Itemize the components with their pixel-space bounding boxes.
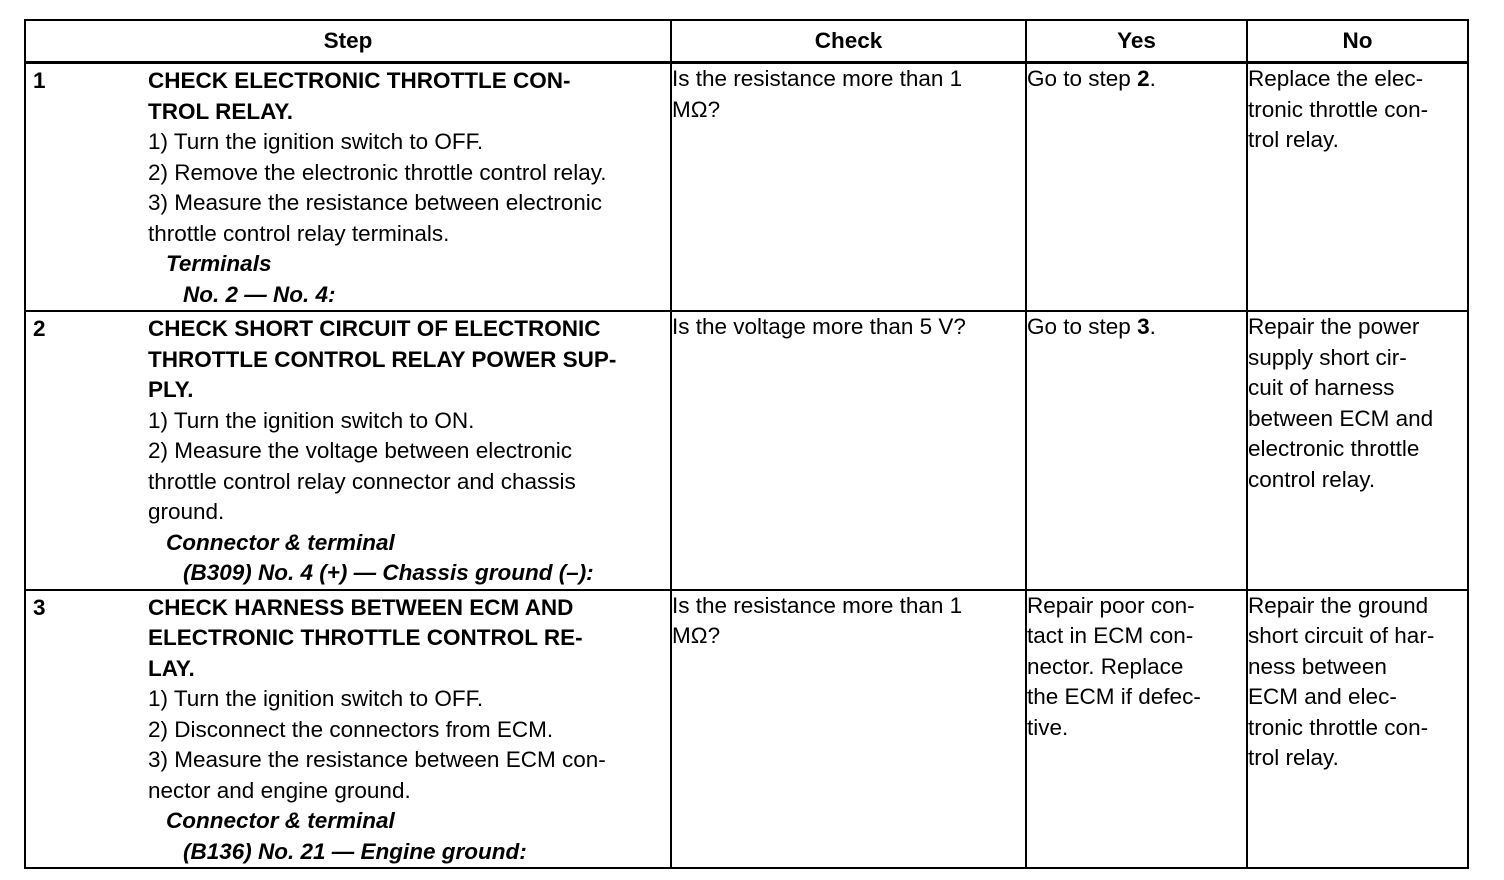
step-title-line: PLY. xyxy=(148,377,194,402)
step-title-line: TROL RELAY. xyxy=(148,98,294,124)
instruction-line: 3) Measure the resistance between electronic xyxy=(148,190,602,215)
table-row xyxy=(25,311,1468,590)
yes-text-suffix: . xyxy=(1149,66,1156,91)
instruction-line: 2) Remove the electronic throttle control relay. xyxy=(148,159,607,185)
check-line: Is the resistance more than 1 xyxy=(672,66,963,91)
step-cell xyxy=(25,311,671,590)
yes-text: Go to step xyxy=(1027,314,1138,339)
no-line: cuit of harness xyxy=(1248,375,1395,400)
no-line: tronic throttle con- xyxy=(1248,714,1429,740)
step-number: 2 xyxy=(33,316,46,341)
yes-line: tact in ECM con- xyxy=(1027,623,1194,648)
header-row xyxy=(25,20,1468,63)
step-title-line: CHECK HARNESS BETWEEN ECM AND xyxy=(148,594,574,620)
no-line: Repair the ground xyxy=(1248,592,1429,618)
yes-line: the ECM if defec- xyxy=(1027,684,1201,709)
step-cell xyxy=(25,63,671,312)
step-title-line: THROTTLE CONTROL RELAY POWER SUP- xyxy=(148,346,617,372)
check-cell xyxy=(671,311,1026,590)
table-row xyxy=(25,63,1468,312)
yes-text: Go to step xyxy=(1027,66,1138,91)
yes-cell xyxy=(1026,311,1247,590)
instruction-line: nector and engine ground. xyxy=(148,777,411,803)
check-line: Is the voltage more than 5 V? xyxy=(672,314,966,339)
spec-value: (B136) No. 21 — Engine ground: xyxy=(183,838,527,864)
no-cell xyxy=(1247,590,1468,869)
no-line: Repair the power xyxy=(1248,314,1420,339)
no-line: electronic throttle xyxy=(1248,436,1420,461)
instruction-line: ground. xyxy=(148,499,225,524)
yes-step-ref: 3 xyxy=(1137,314,1150,339)
no-line: control relay. xyxy=(1248,466,1376,492)
check-line: MΩ? xyxy=(672,96,721,122)
step-cell xyxy=(25,590,671,869)
instruction-line: 1) Turn the ignition switch to OFF. xyxy=(148,129,484,154)
step-title-line: ELECTRONIC THROTTLE CONTROL RE- xyxy=(148,625,583,650)
table-row xyxy=(25,590,1468,869)
instruction-line: 3) Measure the resistance between ECM con- xyxy=(148,747,606,772)
no-cell xyxy=(1247,63,1468,312)
spec-value: No. 2 — No. 4: xyxy=(183,281,336,307)
header-step: Step xyxy=(25,20,671,63)
no-line: Replace the elec- xyxy=(1248,66,1424,91)
yes-cell xyxy=(1026,63,1247,312)
step-title-line: CHECK ELECTRONIC THROTTLE CON- xyxy=(148,68,571,93)
no-line: supply short cir- xyxy=(1248,344,1407,370)
step-title-line: LAY. xyxy=(148,655,195,681)
no-line: trol relay. xyxy=(1248,127,1339,152)
no-cell xyxy=(1247,311,1468,590)
header-no: No xyxy=(1247,20,1468,63)
check-line: Is the resistance more than 1 xyxy=(672,592,963,618)
no-line: trol relay. xyxy=(1248,745,1339,770)
instruction-line: 1) Turn the ignition switch to OFF. xyxy=(148,686,484,711)
check-line: MΩ? xyxy=(672,623,721,648)
no-line: short circuit of har- xyxy=(1248,623,1435,648)
spec-label: Terminals xyxy=(166,251,272,276)
step-title-line: CHECK SHORT CIRCUIT OF ELECTRONIC xyxy=(148,316,601,341)
spec-label: Connector & terminal xyxy=(166,529,395,555)
yes-text-suffix: . xyxy=(1149,314,1156,339)
yes-step-ref: 2 xyxy=(1137,66,1150,91)
yes-line: nector. Replace xyxy=(1027,653,1184,679)
spec-value: (B309) No. 4 (+) — Chassis ground (–): xyxy=(183,560,594,585)
yes-line: Repair poor con- xyxy=(1027,592,1195,618)
spec-label: Connector & terminal xyxy=(166,808,395,833)
step-number: 3 xyxy=(33,594,46,620)
check-cell xyxy=(671,590,1026,869)
step-number: 1 xyxy=(33,68,46,93)
no-line: ness between xyxy=(1248,653,1387,679)
instruction-line: throttle control relay terminals. xyxy=(148,220,450,246)
instruction-line: 1) Turn the ignition switch to ON. xyxy=(148,407,475,433)
yes-line: tive. xyxy=(1027,714,1069,740)
no-line: ECM and elec- xyxy=(1248,684,1397,709)
diagnostic-table xyxy=(24,19,1469,869)
instruction-line: 2) Disconnect the connectors from ECM. xyxy=(148,716,554,742)
header-yes: Yes xyxy=(1026,20,1247,63)
instruction-line: 2) Measure the voltage between electronic xyxy=(148,438,572,463)
yes-cell xyxy=(1026,590,1247,869)
check-cell xyxy=(671,63,1026,312)
instruction-line: throttle control relay connector and chassis xyxy=(148,468,576,494)
no-line: tronic throttle con- xyxy=(1248,96,1429,122)
header-check: Check xyxy=(671,20,1026,63)
no-line: between ECM and xyxy=(1248,405,1434,431)
